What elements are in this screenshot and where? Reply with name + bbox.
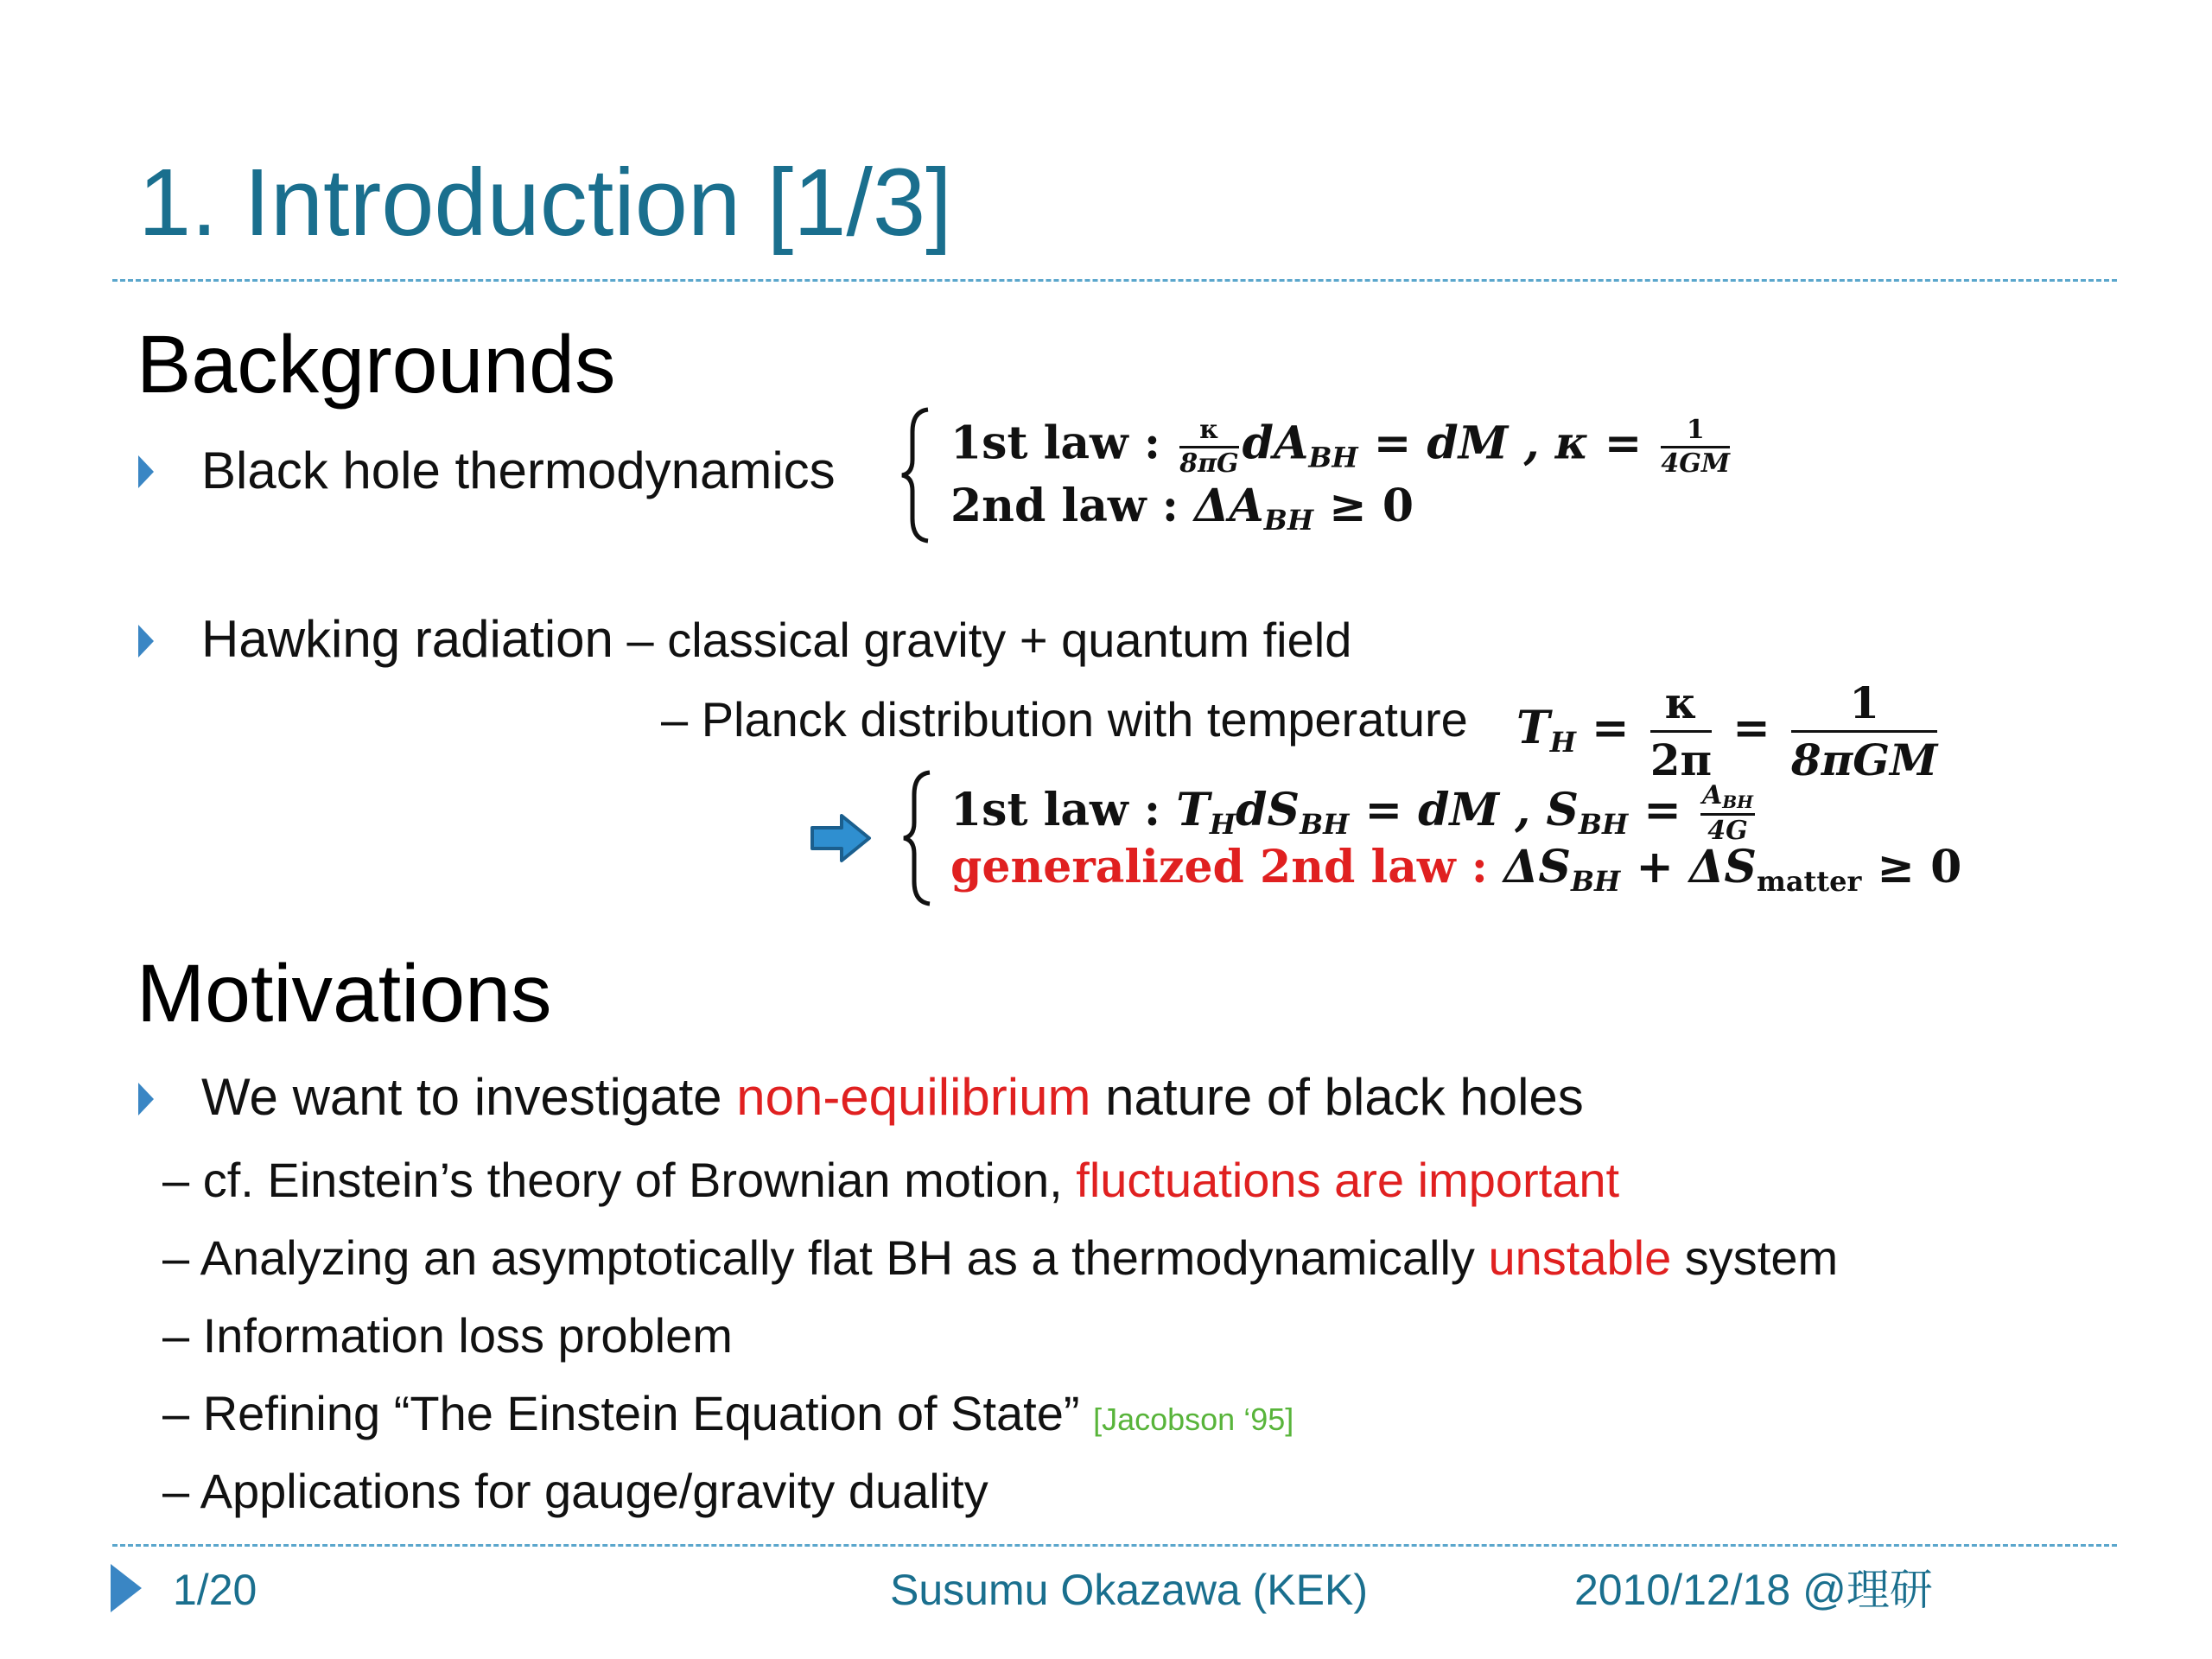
bullet-icon — [138, 625, 154, 658]
first-law-eq: 1st law : $\frac{\kappa}{8\pi G}$ $dA_{BH}$ = dM , κ = $\frac{1}{4GM}$ — [950, 415, 1731, 479]
play-triangle-icon — [111, 1564, 142, 1612]
hawking-line2: – Planck distribution with temperature — [661, 692, 1468, 747]
motivation-item: – Analyzing an asymptotically flat BH as a thermodynamically unstable system — [162, 1230, 1839, 1285]
bh-thermo-label: Black hole thermodynamics — [201, 442, 836, 499]
left-brace-icon — [899, 406, 933, 544]
page-number: 1/20 — [173, 1566, 257, 1614]
title-divider — [112, 279, 2117, 282]
right-arrow-icon — [810, 812, 873, 864]
motivation-item: – cf. Einstein’s theory of Brownian motion, fluctuations are important — [162, 1153, 1620, 1207]
footer-author: Susumu Okazawa (KEK) — [890, 1566, 1368, 1614]
footer-date: 2010/12/18 @理研 — [1574, 1566, 1933, 1614]
generalized-second-law-eq: generalized 2nd law : $\Delta S_{BH} + \Delta S_{matter} \ge 0$ — [950, 841, 1962, 898]
page-title: 1. Introduction [1/3] — [138, 149, 952, 256]
section-heading-motivations: Motivations — [137, 948, 552, 1039]
second-law-eq: 2nd law : $\Delta A_{BH} \ge 0$ — [950, 480, 1414, 537]
section-heading-backgrounds: Backgrounds — [137, 319, 616, 410]
hawking-line1: Hawking radiation – classical gravity + quantum field — [201, 610, 1352, 668]
hawking-temperature-eq: $T_H$ = $\frac{\kappa}{2\pi}$ = $\frac{1}{\text{8πGM}}$ — [1516, 677, 1938, 785]
bullet-icon — [138, 455, 154, 488]
bullet-icon — [138, 1083, 154, 1116]
footer-divider — [112, 1544, 2117, 1547]
motivation-item: – Refining “The Einstein Equation of State” [Jacobson ‘95] — [162, 1386, 1294, 1440]
motivation-bullet: We want to investigate non-equilibrium nature of black holes — [201, 1068, 1584, 1126]
motivation-item: – Information loss problem — [162, 1308, 733, 1363]
bh-first-law-eq: 1st law : $T_HdS_{BH}$ = dM , $S_{BH}$ = $\frac{A_{BH}}{4G}$ — [950, 780, 1754, 846]
citation: [Jacobson ‘95] — [1093, 1402, 1294, 1437]
motivation-item: – Applications for gauge/gravity duality — [162, 1464, 988, 1518]
left-brace-icon — [900, 769, 935, 907]
